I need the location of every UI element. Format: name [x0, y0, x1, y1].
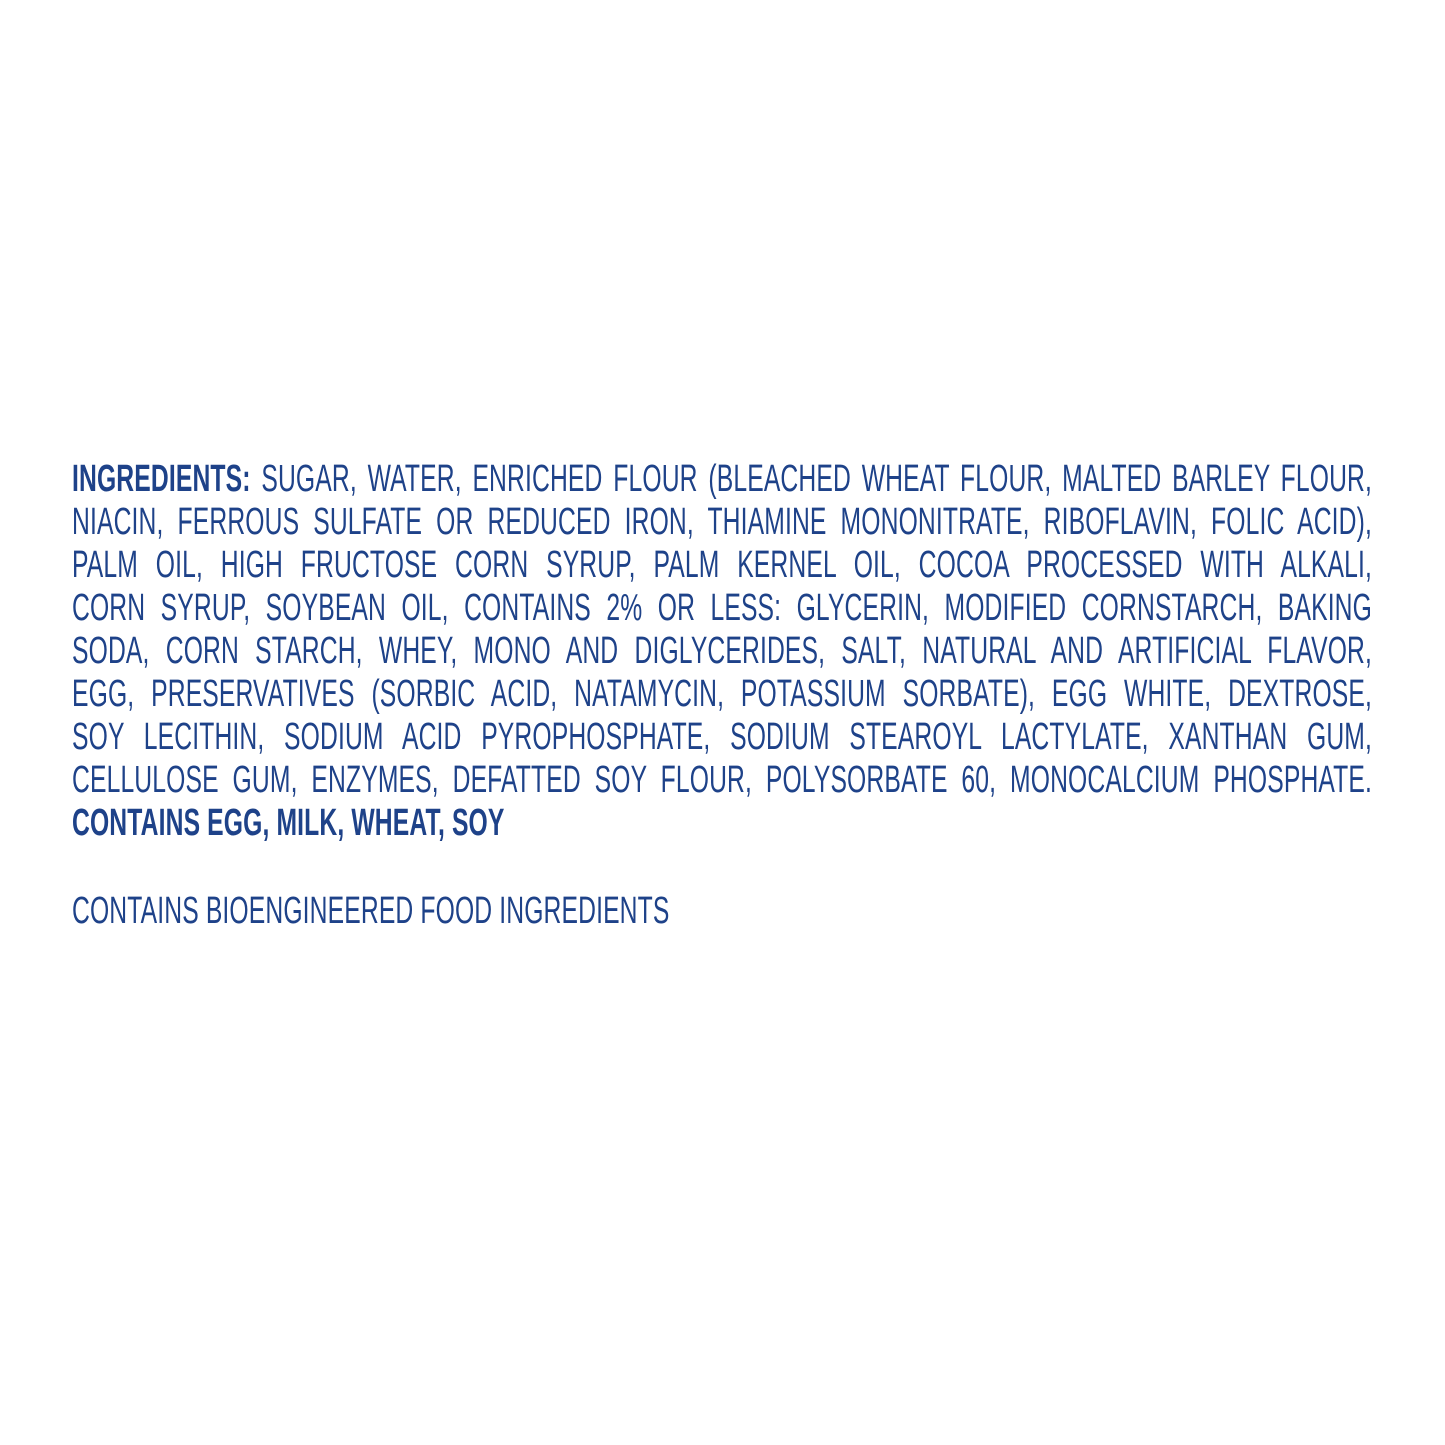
- ingredients-line-8: CELLULOSE GUM, ENZYMES, DEFATTED SOY FLOUR, POLYSORBATE 60, MONOCALCIUM PHOSPHATE.: [72, 759, 1372, 801]
- ingredients-line-1-text: SUGAR, WATER, ENRICHED FLOUR (BLEACHED WHEAT FLOUR, MALTED BARLEY FLOUR,: [250, 458, 1372, 500]
- ingredients-text-block: [72, 458, 1372, 933]
- ingredients-line-7: SOY LECITHIN, SODIUM ACID PYROPHOSPHATE, SODIUM STEAROYL LACTYLATE, XANTHAN GUM,: [72, 716, 1372, 758]
- ingredients-heading: INGREDIENTS:: [72, 458, 251, 500]
- ingredients-line-2: NIACIN, FERROUS SULFATE OR REDUCED IRON, THIAMINE MONONITRATE, RIBOFLAVIN, FOLIC ACID),: [72, 501, 1372, 543]
- ingredients-line-3: PALM OIL, HIGH FRUCTOSE CORN SYRUP, PALM KERNEL OIL, COCOA PROCESSED WITH ALKALI,: [72, 544, 1372, 586]
- ingredients-line-5: SODA, CORN STARCH, WHEY, MONO AND DIGLYCERIDES, SALT, NATURAL AND ARTIFICIAL FLAVOR,: [72, 630, 1372, 672]
- allergen-statement: CONTAINS EGG, MILK, WHEAT, SOY: [72, 802, 505, 844]
- ingredients-line-1: [72, 458, 1372, 501]
- ingredients-line-6: EGG, PRESERVATIVES (SORBIC ACID, NATAMYCIN, POTASSIUM SORBATE), EGG WHITE, DEXTROSE,: [72, 673, 1372, 715]
- ingredients-line-4: CORN SYRUP, SOYBEAN OIL, CONTAINS 2% OR LESS: GLYCERIN, MODIFIED CORNSTARCH, BAKING: [72, 587, 1372, 629]
- bioengineered-statement: CONTAINS BIOENGINEERED FOOD INGREDIENTS: [72, 890, 670, 932]
- condensed-text-wrapper: [72, 458, 1372, 933]
